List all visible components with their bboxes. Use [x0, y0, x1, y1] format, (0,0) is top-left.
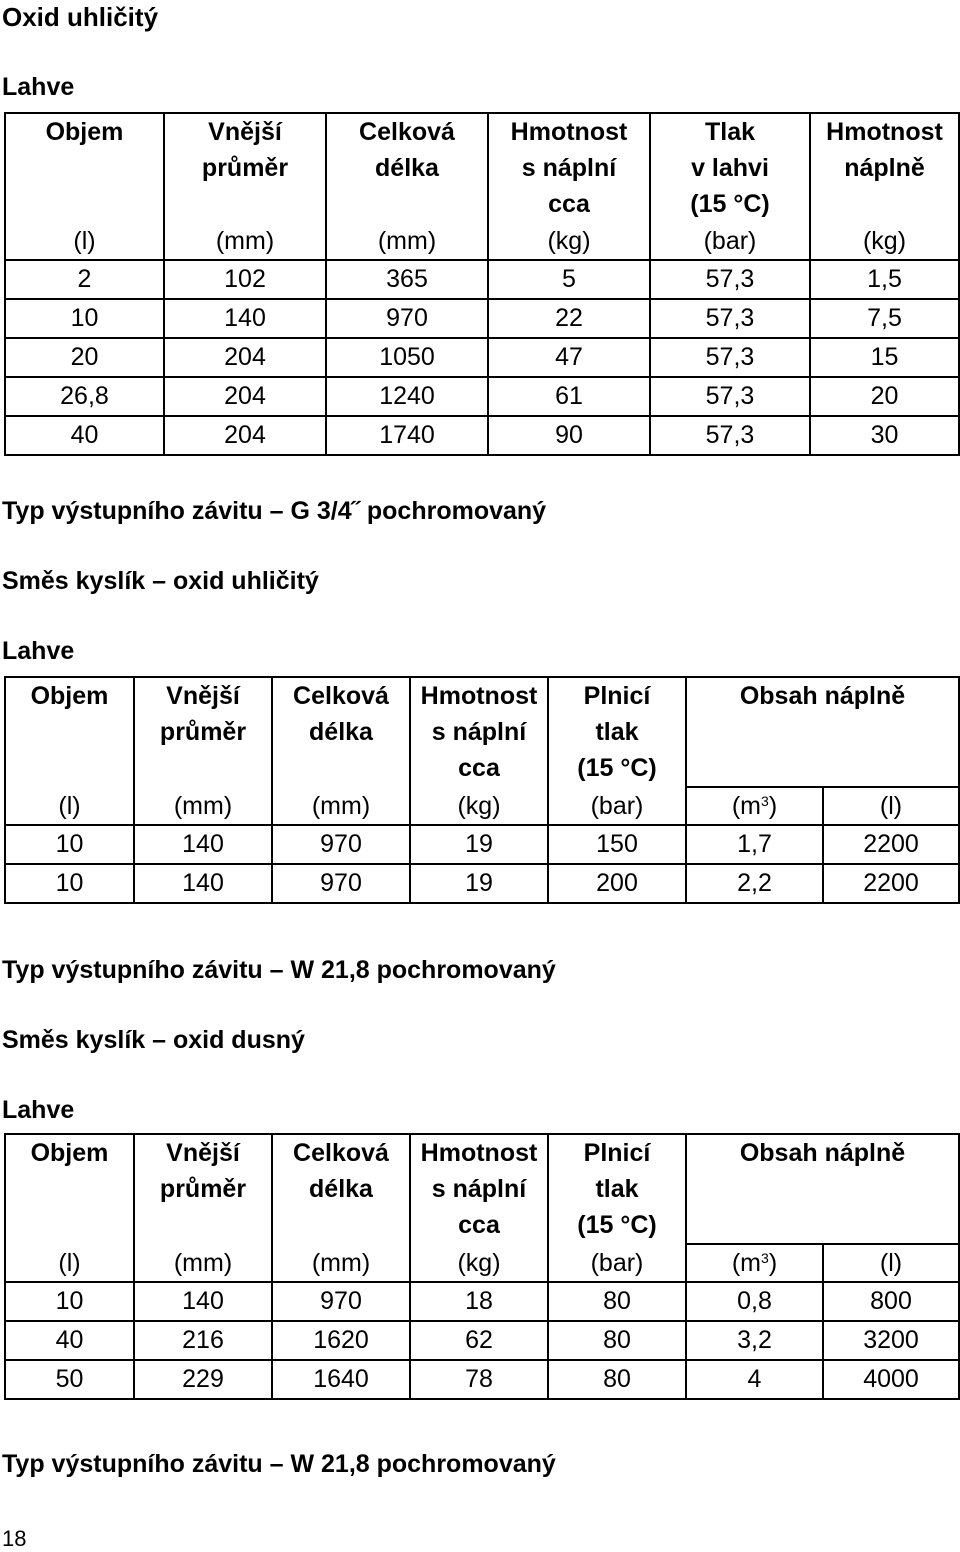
unit-cell: (mm): [272, 1244, 410, 1282]
unit-cell: (l): [879, 1249, 903, 1277]
o2-n2o-cylinder-table: [4, 1133, 960, 1400]
unit-text: (m: [731, 1249, 762, 1277]
unit-cell: (mm): [134, 1244, 272, 1282]
table-row: [5, 338, 959, 377]
unit-cell: (kg): [862, 227, 907, 255]
table-cell: 800: [823, 1282, 959, 1321]
unit-cell: (l): [5, 787, 134, 825]
table-cell: 19: [410, 864, 548, 903]
table-cell: 970: [272, 864, 410, 903]
header-cell: [488, 113, 650, 223]
section3-heading: Směs kyslík – oxid dusný: [2, 1026, 305, 1054]
table-row: [5, 260, 959, 299]
o2-n2o-table-body: [5, 1282, 959, 1399]
table-cell: 10: [5, 825, 134, 864]
table-cell: 3200: [823, 1321, 959, 1360]
page-title: Oxid uhličitý: [2, 2, 159, 32]
section3-subtitle: Lahve: [2, 1096, 75, 1124]
table-row: [5, 1282, 959, 1321]
unit-cell: (kg): [410, 1244, 548, 1282]
table-cell: 4: [686, 1360, 823, 1399]
table-cell: 78: [410, 1360, 548, 1399]
table-row: [5, 377, 959, 416]
table-cell: 80: [548, 1321, 686, 1360]
header-cell: [548, 677, 686, 787]
unit-superscript: 3: [761, 793, 769, 809]
header-cell: [810, 113, 959, 223]
table-row: [5, 1321, 959, 1360]
header-cell: Objem: [5, 677, 134, 787]
unit-cell: (mm): [326, 223, 488, 260]
o2-co2-cylinder-table: [4, 676, 960, 904]
table-cell: 80: [548, 1282, 686, 1321]
table-cell: 61: [488, 377, 650, 416]
unit-cell: (bar): [650, 223, 810, 260]
table-cell: 57,3: [650, 338, 810, 377]
table-cell: 1620: [272, 1321, 410, 1360]
section2-thread-note: Typ výstupního závitu – W 21,8 pochromovaný: [2, 956, 556, 984]
header-cell: [410, 1134, 548, 1244]
table-cell: 20: [5, 338, 164, 377]
table-cell: 2,2: [686, 864, 823, 903]
table-row: [5, 864, 959, 903]
table-cell: 10: [5, 864, 134, 903]
header-text: Hmotnost s náplní cca: [420, 682, 538, 782]
table-cell: 19: [410, 825, 548, 864]
table-cell: 970: [326, 299, 488, 338]
table-cell: 4000: [823, 1360, 959, 1399]
header-text: Celková délka: [293, 1139, 389, 1203]
table-cell: 15: [810, 338, 959, 377]
table-row: [5, 825, 959, 864]
table-cell: 204: [164, 377, 326, 416]
table-cell: 150: [548, 825, 686, 864]
header-cell: [326, 113, 488, 223]
table-cell: 140: [134, 864, 272, 903]
header-cell: [164, 113, 326, 223]
table-cell: 140: [134, 1282, 272, 1321]
table-cell: 20: [810, 377, 959, 416]
header-text: Celková délka: [359, 118, 455, 182]
header-cell: Obsah náplně: [686, 1134, 959, 1244]
table-cell: 80: [548, 1360, 686, 1399]
table-cell: 57,3: [650, 416, 810, 455]
header-cell: [272, 1134, 410, 1244]
table-row: [5, 416, 959, 455]
table-cell: 2: [5, 260, 164, 299]
table-cell: 1740: [326, 416, 488, 455]
unit-text: (m: [731, 792, 762, 820]
table-cell: 90: [488, 416, 650, 455]
header-text: Tlak v lahvi (15 °C): [690, 118, 770, 218]
table-cell: 229: [134, 1360, 272, 1399]
unit-cell: (mm): [134, 787, 272, 825]
unit-text: ): [768, 792, 778, 820]
table-cell: 5: [488, 260, 650, 299]
unit-cell: [686, 1244, 823, 1282]
header-cell: Objem: [5, 1134, 134, 1244]
header-text: Vnější průměr: [159, 682, 247, 746]
table-cell: 200: [548, 864, 686, 903]
table-cell: 204: [164, 338, 326, 377]
unit-cell: [686, 787, 823, 825]
header-text: Hmotnost s náplní cca: [420, 1139, 538, 1239]
table-cell: 102: [164, 260, 326, 299]
table-cell: 47: [488, 338, 650, 377]
o2-co2-table-body: [5, 825, 959, 903]
table-cell: 57,3: [650, 377, 810, 416]
unit-cell: (mm): [164, 223, 326, 260]
header-cell: Objem: [5, 113, 164, 223]
unit-cell: (bar): [548, 1244, 686, 1282]
header-text: Plnicí tlak (15 °C): [577, 1139, 657, 1239]
table-cell: 62: [410, 1321, 548, 1360]
table-cell: 30: [810, 416, 959, 455]
header-text: Plnicí tlak (15 °C): [577, 682, 657, 782]
table-cell: 970: [272, 1282, 410, 1321]
unit-cell: (bar): [548, 787, 686, 825]
table-cell: 1050: [326, 338, 488, 377]
table-cell: 40: [5, 1321, 134, 1360]
unit-cell: (kg): [410, 787, 548, 825]
table-cell: 10: [5, 299, 164, 338]
table-cell: 1640: [272, 1360, 410, 1399]
table-cell: 7,5: [810, 299, 959, 338]
unit-cell: (l): [5, 223, 164, 260]
header-text: Hmotnost s náplní cca: [510, 118, 628, 218]
table-row: [5, 299, 959, 338]
unit-cell: (mm): [272, 787, 410, 825]
section3-thread-note: Typ výstupního závitu – W 21,8 pochromovaný: [2, 1450, 556, 1478]
co2-cylinder-table: [4, 112, 960, 456]
table-cell: 26,8: [5, 377, 164, 416]
unit-cell: (l): [5, 1244, 134, 1282]
table-cell: 50: [5, 1360, 134, 1399]
table-cell: 57,3: [650, 299, 810, 338]
unit-cell: (l): [879, 792, 903, 820]
header-cell: [134, 677, 272, 787]
table-cell: 204: [164, 416, 326, 455]
header-cell: [410, 677, 548, 787]
unit-cell: (kg): [488, 223, 650, 260]
section2-subtitle: Lahve: [2, 637, 75, 665]
table-cell: 140: [164, 299, 326, 338]
table-cell: 2200: [823, 825, 959, 864]
table-cell: 1,5: [810, 260, 959, 299]
table-cell: 365: [326, 260, 488, 299]
co2-table-body: [5, 260, 959, 455]
table-cell: 970: [272, 825, 410, 864]
table-cell: 10: [5, 1282, 134, 1321]
header-cell: Obsah náplně: [686, 677, 959, 787]
table-cell: 140: [134, 825, 272, 864]
header-text: Vnější průměr: [201, 118, 289, 182]
table-cell: 18: [410, 1282, 548, 1321]
unit-superscript: 3: [761, 1250, 769, 1266]
header-text: Hmotnost náplně: [826, 118, 943, 182]
header-cell: [548, 1134, 686, 1244]
section1-thread-note: Typ výstupního závitu – G 3/4˝ pochromovaný: [2, 497, 547, 525]
page-number: 18: [2, 1526, 27, 1551]
table-cell: 57,3: [650, 260, 810, 299]
table-cell: 0,8: [686, 1282, 823, 1321]
table-cell: 1,7: [686, 825, 823, 864]
table-cell: 22: [488, 299, 650, 338]
table-cell: 3,2: [686, 1321, 823, 1360]
table-cell: 1240: [326, 377, 488, 416]
header-cell: [650, 113, 810, 223]
header-text: Celková délka: [293, 682, 389, 746]
header-cell: [272, 677, 410, 787]
table-row: [5, 1360, 959, 1399]
table-cell: 40: [5, 416, 164, 455]
table-cell: 2200: [823, 864, 959, 903]
header-text: Vnější průměr: [159, 1139, 247, 1203]
section1-subtitle: Lahve: [2, 73, 75, 101]
table-cell: 216: [134, 1321, 272, 1360]
header-cell: [134, 1134, 272, 1244]
unit-text: ): [768, 1249, 778, 1277]
section2-heading: Směs kyslík – oxid uhličitý: [2, 567, 319, 595]
